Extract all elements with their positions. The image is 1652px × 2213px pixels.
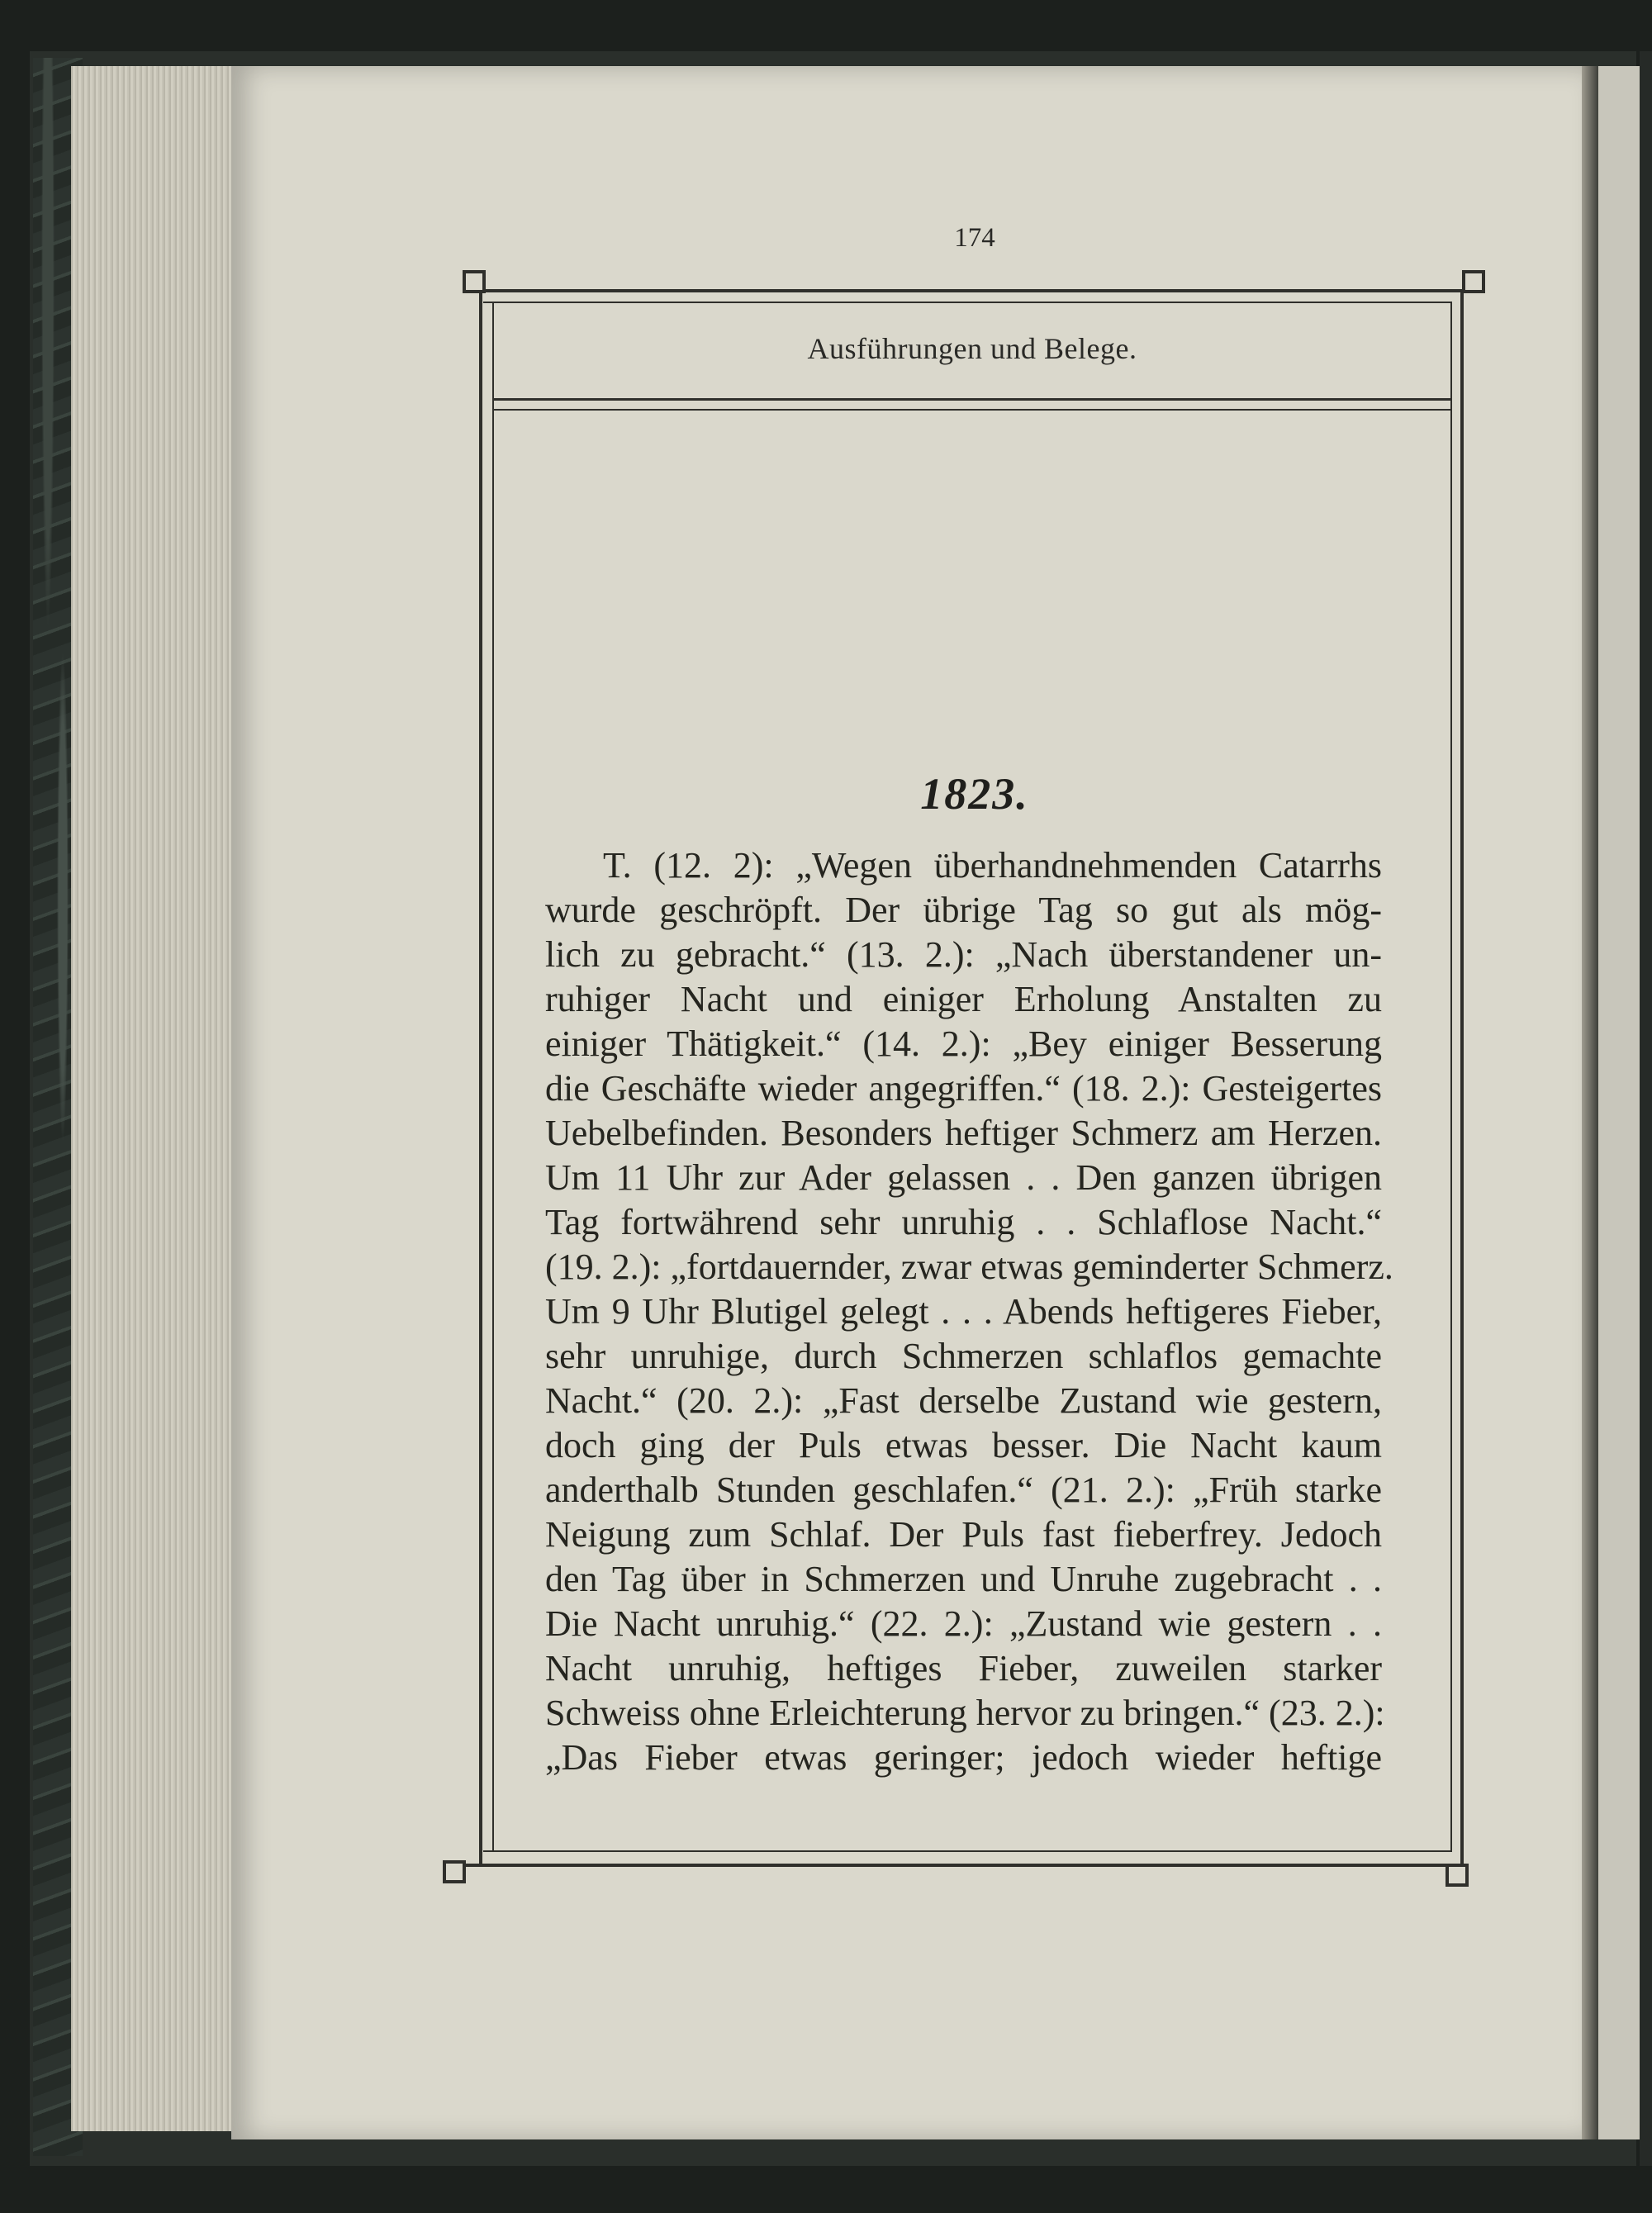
running-header: Ausführungen und Belege. [807,332,1137,365]
frame-corner-top-right [1462,270,1485,293]
frame-corner-top-left [463,270,486,293]
frame-bottom-inner [483,1850,1452,1852]
text-line: Um 9 Uhr Blutigel gelegt . . . Abends heftigeres Fieber, [545,1291,1382,1332]
frame-left-inner [492,302,494,1850]
text-line: doch ging der Puls etwas besser. Die Nacht kaum [545,1425,1382,1465]
text-line: Schweiss ohne Erleichterung hervor zu bringen.“ (23. 2.): [545,1693,1385,1733]
text-line: Um 11 Uhr zur Ader gelassen . . Den ganzen übrigen [545,1157,1382,1198]
frame-corner-bottom-right [1446,1864,1469,1887]
frame-right-inner [1450,302,1452,1850]
text-line: den Tag über in Schmerzen und Unruhe zugebracht . . [545,1559,1382,1599]
text-line: Die Nacht unruhig.“ (22. 2.): „Zustand wie gestern . . [545,1603,1382,1644]
text-line: lich zu gebracht.“ (13. 2.): „Nach überstandener un- [545,934,1382,975]
text-line: anderthalb Stunden geschlafen.“ (21. 2.): „Früh starke [545,1470,1382,1510]
text-line: einiger Thätigkeit.“ (14. 2.): „Bey einiger Besserung [545,1023,1382,1064]
frame-bottom-outer [453,1864,1469,1867]
cover-edge-right [1640,51,1652,2166]
text-line: Uebelbefinden. Besonders heftiger Schmerz am Herzen. [545,1113,1382,1153]
text-line: Nacht unruhig, heftiges Fieber, zuweilen starker [545,1648,1382,1688]
body-box-top [492,409,1452,411]
text-line: die Geschäfte wieder angegriffen.“ (18. 2.): Gesteigertes [545,1068,1382,1109]
frame-corner-bottom-left [443,1860,466,1883]
text-line: Nacht.“ (20. 2.): „Fast derselbe Zustand wie gestern, [545,1380,1382,1421]
text-line: T. (12. 2): „Wegen überhandnehmenden Catarrhs [603,845,1382,886]
text-line: (19. 2.): „fortdauernder, zwar etwas geminderter Schmerz. [545,1247,1393,1287]
text-line: Tag fortwährend sehr unruhig . . Schlaflose Nacht.“ [545,1202,1382,1242]
page-edges [71,66,233,2131]
header-box-bottom [492,398,1452,401]
page-number: 174 [954,223,995,253]
text-line: ruhiger Nacht und einiger Erholung Anstalten zu [545,979,1382,1019]
frame-top-outer [479,289,1470,292]
frame-left-outer [479,289,482,1867]
text-line: sehr unruhige, durch Schmerzen schlaflos gemachte [545,1336,1382,1376]
text-line: „Das Fieber etwas geringer; jedoch wieder heftige [545,1737,1382,1778]
year-heading: 1823. [920,769,1029,819]
frame-top-inner [483,302,1452,303]
text-line: wurde geschröpft. Der übrige Tag so gut als mög- [545,890,1382,930]
facing-page-edge [1598,66,1640,2139]
text-line: Neigung zum Schlaf. Der Puls fast fieberfrey. Jedoch [545,1514,1382,1555]
page-gutter [1582,66,1598,2139]
frame-right-outer [1460,289,1464,1867]
